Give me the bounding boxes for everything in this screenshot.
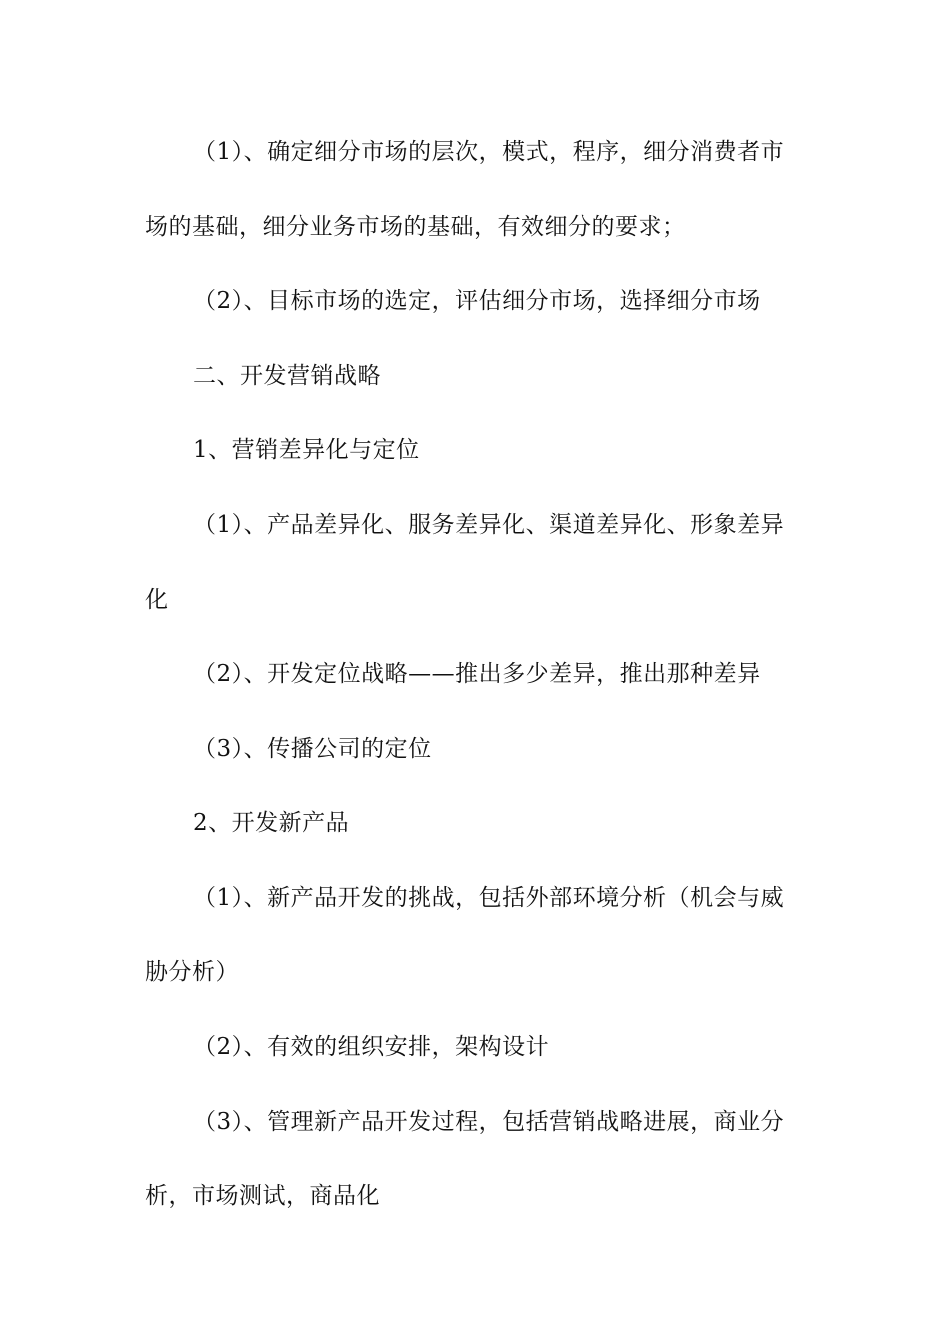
paragraph-line-3: （2）、目标市场的选定，评估细分市场，选择细分市场 xyxy=(193,288,761,314)
paragraph-line-11: （1）、新产品开发的挑战，包括外部环境分析（机会与威 xyxy=(193,885,785,911)
paragraph-line-13: （2）、有效的组织安排，架构设计 xyxy=(193,1034,550,1060)
paragraph-line-2: 场的基础，细分业务市场的基础，有效细分的要求； xyxy=(145,214,686,240)
paragraph-line-8: （2）、开发定位战略——推出多少差异，推出那种差异 xyxy=(193,661,761,687)
subsection-heading-2: 2、开发新产品 xyxy=(193,810,350,836)
subsection-heading-1: 1、营销差异化与定位 xyxy=(193,437,420,463)
paragraph-line-15: 析，市场测试，商品化 xyxy=(145,1183,380,1209)
section-heading: 二、开发营销战略 xyxy=(193,363,381,389)
paragraph-line-12: 胁分析） xyxy=(145,959,239,985)
paragraph-line-6: （1）、产品差异化、服务差异化、渠道差异化、形象差异 xyxy=(193,512,785,538)
paragraph-line-14: （3）、管理新产品开发过程，包括营销战略进展，商业分 xyxy=(193,1109,785,1135)
paragraph-line-7: 化 xyxy=(145,587,169,613)
paragraph-line-9: （3）、传播公司的定位 xyxy=(193,736,432,762)
paragraph-line-1: （1）、确定细分市场的层次，模式，程序，细分消费者市 xyxy=(193,139,785,165)
